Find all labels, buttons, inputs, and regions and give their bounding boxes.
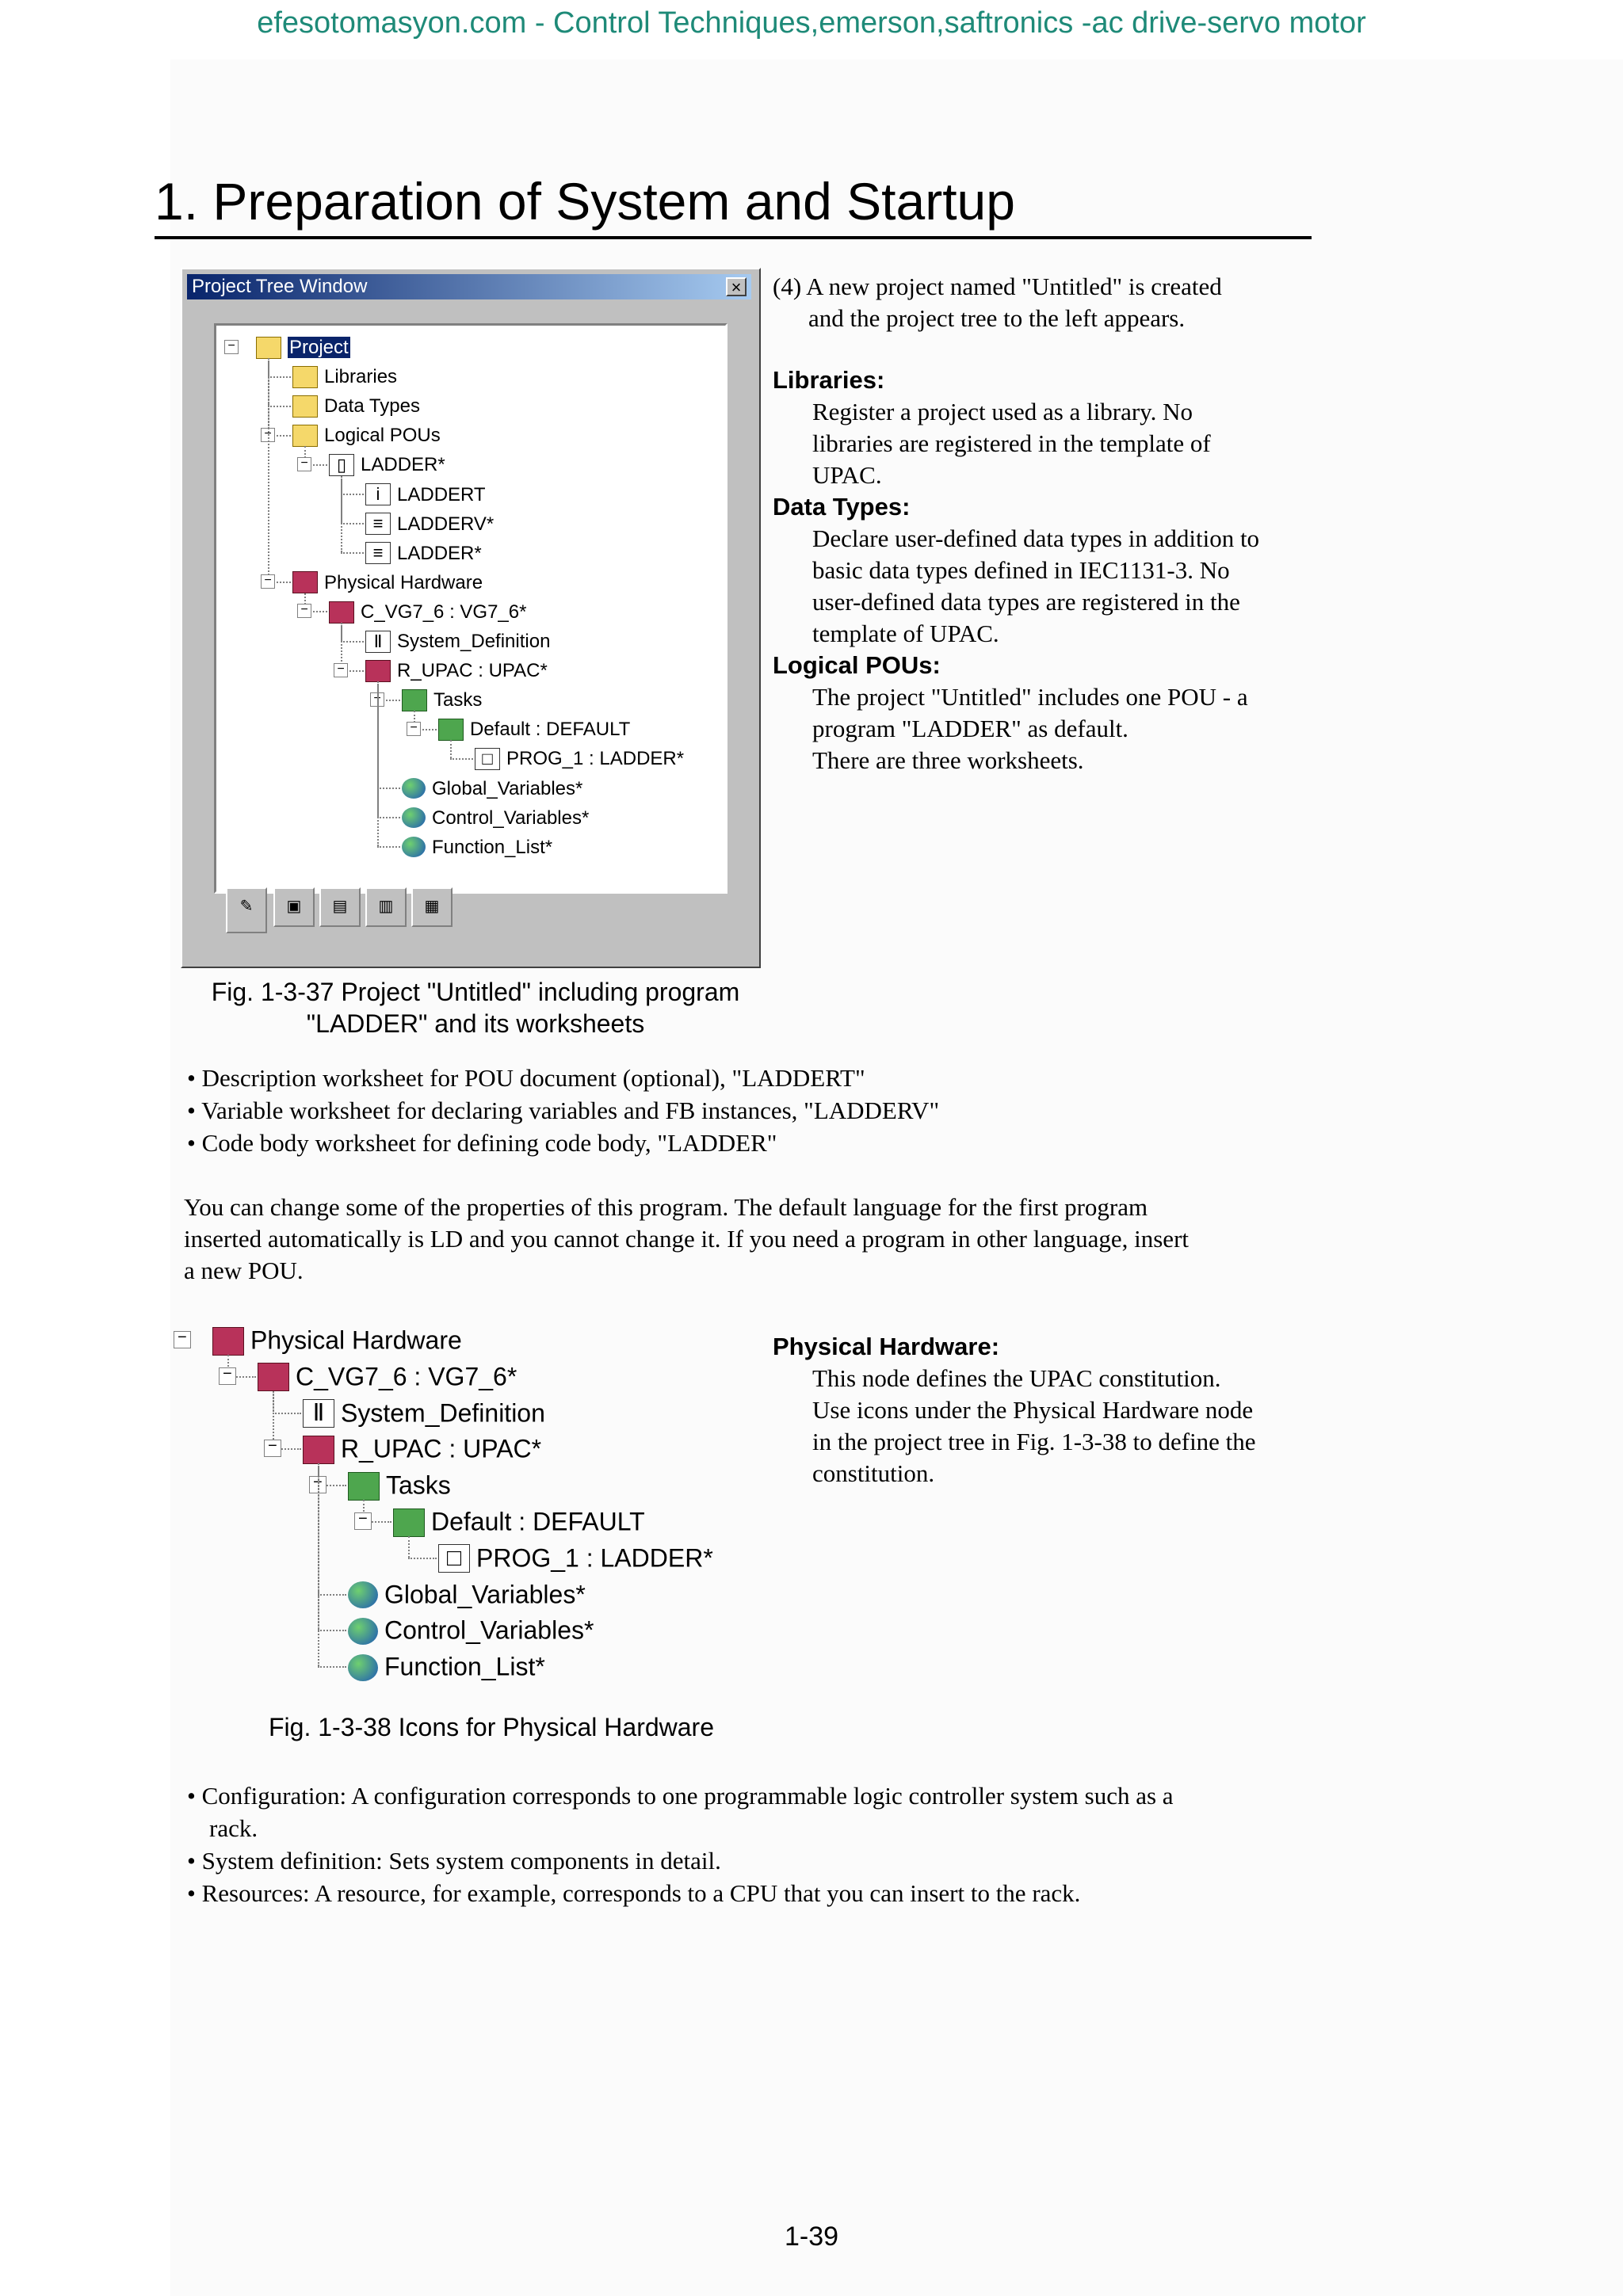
tree-node[interactable] (348, 1576, 586, 1613)
collapse-toggle[interactable]: − (264, 1440, 281, 1457)
tree-connector (268, 376, 291, 378)
tree-node-label: LADDERV* (397, 513, 495, 535)
section-heading: Data Types: (773, 493, 911, 521)
tree-node[interactable] (402, 803, 589, 833)
tree-connector (341, 641, 364, 643)
tree-node-label: R_UPAC : UPAC* (397, 660, 548, 682)
tab-hardware-tree[interactable] (365, 887, 407, 927)
tree-connector (318, 1666, 346, 1668)
hardware-folder-icon (292, 571, 318, 593)
section-line: This node defines the UPAC constitution. (812, 1364, 1221, 1392)
hardware-bullets (187, 1779, 1344, 1909)
tree-node-label: System_Definition (341, 1398, 545, 1428)
tree-node-label: Tasks (433, 689, 483, 711)
tree-node-label: Data Types (324, 395, 420, 418)
tree-node[interactable] (365, 509, 494, 539)
global-variables-icon (348, 1581, 378, 1608)
section-heading: Libraries: (773, 366, 885, 394)
worksheet-bullets (187, 1062, 1336, 1159)
tree-node-label: Global_Variables* (384, 1580, 586, 1609)
tree-node-label: C_VG7_6 : VG7_6* (361, 601, 527, 623)
section-data-types (773, 491, 1327, 650)
paragraph-line: a new POU. (184, 1257, 304, 1284)
tree-connector (450, 740, 452, 758)
bullet-item (187, 1127, 1336, 1159)
tree-node-label: Logical POUs (324, 425, 441, 447)
bullet-glyph: • (187, 1064, 196, 1092)
bullet-text: System definition: Sets system components in detail. (201, 1847, 721, 1875)
project-tree-window (181, 268, 761, 968)
tree-node[interactable] (402, 773, 582, 803)
paragraph-line: You can change some of the properties of this program. The default language for the first program (184, 1193, 1148, 1221)
tree-node[interactable] (303, 1430, 541, 1467)
tree-node[interactable] (348, 1611, 594, 1649)
collapse-toggle[interactable]: − (219, 1367, 236, 1385)
tree-node[interactable] (256, 332, 350, 362)
tree-node[interactable] (329, 449, 445, 479)
tree-node[interactable] (365, 626, 550, 656)
sections-block (773, 364, 1327, 776)
tree-node[interactable] (365, 479, 486, 509)
tree-node[interactable] (292, 361, 397, 391)
section-line: constitution. (812, 1459, 935, 1487)
bullet-item (187, 1877, 1344, 1909)
global-variables-icon (402, 778, 426, 799)
open-folder-icon (256, 337, 281, 359)
tree-node[interactable] (365, 538, 482, 568)
tree-connector (450, 758, 473, 760)
bullet-item (187, 1062, 1336, 1094)
tree-node-label: Function_List* (432, 836, 553, 858)
program-instance-icon: □ (438, 1544, 470, 1573)
tab-instance-tree[interactable] (273, 887, 315, 927)
variable-worksheet-icon: ≡ (365, 513, 391, 535)
collapse-toggle[interactable]: − (354, 1512, 372, 1530)
collapse-toggle[interactable]: − (334, 663, 348, 677)
tree-node-label: PROG_1 : LADDER* (506, 748, 685, 770)
tree-node-label: Tasks (386, 1470, 451, 1500)
tree-node[interactable] (365, 655, 548, 685)
hardware-tree-figure (166, 1322, 769, 1702)
bullet-item (187, 1779, 1344, 1812)
bullet-item (187, 1844, 1344, 1877)
intro-text (773, 271, 1327, 334)
tree-node[interactable] (303, 1394, 545, 1432)
tree-connector (341, 494, 364, 495)
section-libraries (773, 364, 1327, 491)
tree-node-label: C_VG7_6 : VG7_6* (296, 1362, 517, 1391)
task-icon (438, 719, 464, 741)
section-logical-pous (773, 650, 1327, 776)
tree-connector (377, 846, 400, 848)
section-line: in the project tree in Fig. 1-3-38 to define the (812, 1428, 1256, 1455)
collapse-toggle[interactable]: − (261, 574, 275, 589)
tree-node-label: Control_Variables* (384, 1616, 594, 1646)
section-line: Declare user-defined data types in addition to (812, 524, 1260, 552)
section-heading: Logical POUs: (773, 651, 941, 679)
tree-connector (268, 406, 291, 407)
tree-node[interactable] (292, 420, 441, 450)
tree-node-label: System_Definition (397, 631, 551, 653)
tree-node[interactable] (292, 567, 483, 597)
section-line: user-defined data types are registered in the (812, 588, 1240, 616)
tree-node-label: Physical Hardware (324, 571, 483, 593)
tree-connector (408, 1536, 410, 1558)
folder-icon (292, 395, 318, 418)
collapse-toggle[interactable]: − (297, 457, 311, 471)
tab-library-tree[interactable] (319, 887, 361, 927)
fig37-caption-line: Fig. 1-3-37 Project "Untitled" including program (211, 978, 740, 1006)
section-line: libraries are registered in the template of (812, 429, 1211, 457)
code-body-worksheet-icon: ≡ (365, 542, 391, 564)
tree-connector (341, 476, 342, 553)
tree-node-label: LADDER* (397, 542, 482, 564)
bullet-glyph: • (187, 1097, 196, 1124)
resource-icon (303, 1436, 334, 1464)
instance-tab-icon: ▣ (286, 898, 302, 915)
control-variables-icon (402, 807, 426, 828)
tree-node-label: LADDER* (361, 454, 445, 476)
tree-connector (268, 358, 269, 582)
task-icon (393, 1508, 425, 1537)
project-tree-tab-icon: ✎ (239, 898, 254, 915)
section-line: Use icons under the Physical Hardware node (812, 1396, 1254, 1424)
collapse-toggle[interactable]: − (261, 428, 275, 442)
bullet-item (187, 1094, 1336, 1127)
hardware-folder-icon (212, 1327, 244, 1356)
bullet-glyph: • (187, 1847, 196, 1875)
tree-node[interactable] (438, 714, 630, 744)
section-line: basic data types defined in IEC1131-3. No (812, 556, 1230, 584)
section-line: Register a project used as a library. No (812, 398, 1193, 425)
hardware-tab-icon: ▥ (378, 898, 394, 915)
section-line: program "LADDER" as default. (812, 715, 1128, 742)
tree-node[interactable] (348, 1466, 451, 1504)
folder-icon (292, 366, 318, 388)
collapse-toggle[interactable]: − (407, 722, 421, 736)
bullet-glyph: • (187, 1782, 196, 1810)
tab-io-tree[interactable] (411, 887, 453, 927)
collapse-toggle[interactable]: − (174, 1331, 191, 1348)
page-title: 1. Preparation of System and Startup (155, 166, 1312, 239)
tree-node-label: Libraries (324, 366, 398, 388)
tree-node[interactable] (292, 391, 420, 421)
tree-connector (318, 1594, 346, 1596)
section-line: There are three worksheets. (812, 746, 1084, 774)
tree-connector (318, 1463, 319, 1666)
close-button[interactable]: × (726, 277, 747, 296)
tree-node[interactable] (438, 1539, 713, 1577)
library-tab-icon: ▤ (332, 898, 348, 915)
fig38-caption: Fig. 1-3-38 Icons for Physical Hardware (269, 1713, 714, 1741)
bullet-glyph: • (187, 1879, 196, 1907)
tree-node[interactable] (348, 1648, 545, 1685)
description-worksheet-icon: i (365, 483, 391, 505)
control-variables-icon (348, 1618, 378, 1645)
tree-connector (273, 1413, 301, 1414)
tree-node[interactable] (212, 1322, 462, 1359)
tree-node[interactable] (402, 832, 552, 862)
function-list-icon (348, 1654, 378, 1681)
tree-connector (408, 1558, 437, 1559)
io-tab-icon: ▦ (424, 898, 440, 915)
section-line: UPAC. (812, 461, 882, 489)
tree-node[interactable] (475, 743, 684, 773)
tree-node-label: PROG_1 : LADDER* (476, 1543, 713, 1573)
section-heading: Physical Hardware: (773, 1333, 1000, 1360)
configuration-icon (258, 1363, 289, 1391)
paragraph-line: inserted automatically is LD and you cannot change it. If you need a program in other language, insert (184, 1225, 1190, 1253)
tree-node-label: LADDERT (397, 483, 486, 505)
pou-program-icon: ▯ (329, 454, 354, 476)
tab-project-tree[interactable] (226, 887, 267, 933)
collapse-toggle[interactable]: − (297, 604, 311, 618)
bullet-glyph: • (187, 1129, 196, 1157)
configuration-icon (329, 601, 354, 624)
tree-node-label: Physical Hardware (250, 1325, 462, 1355)
bullet-text: Code body worksheet for defining code body, "LADDER" (201, 1129, 777, 1157)
intro-line: (4) A new project named "Untitled" is created (773, 273, 1222, 300)
tree-connector (377, 681, 379, 846)
tree-node[interactable] (393, 1503, 645, 1540)
tree-node-label: R_UPAC : UPAC* (341, 1435, 542, 1464)
bullet-continuation: rack. (209, 1814, 258, 1842)
system-definition-icon: Ⅱ (365, 631, 391, 653)
header-link[interactable]: efesotomasyon.com - Control Techniques,emerson,saftronics -ac drive-servo motor (257, 6, 1366, 40)
fig37-caption-line: "LADDER" and its worksheets (306, 1009, 645, 1038)
tree-pane[interactable] (214, 323, 727, 894)
change-paragraph (184, 1192, 1341, 1287)
tree-node-label: Control_Variables* (432, 807, 590, 829)
section-line: template of UPAC. (812, 620, 999, 647)
fig37-caption (174, 976, 777, 1039)
tree-connector (377, 817, 400, 818)
section-line: The project "Untitled" includes one POU - a (812, 683, 1248, 711)
function-list-icon (402, 837, 426, 857)
window-title: Project Tree Window (192, 276, 368, 297)
program-instance-icon: □ (475, 748, 500, 770)
tree-connector (377, 788, 400, 789)
tree-node[interactable] (258, 1358, 517, 1395)
bullet-text: Variable worksheet for declaring variables and FB instances, "LADDERV" (201, 1097, 940, 1124)
tree-node-label: Global_Variables* (432, 777, 583, 799)
tasks-folder-icon (348, 1472, 380, 1501)
open-folder-icon (292, 425, 318, 447)
tree-connector (341, 552, 364, 554)
collapse-toggle[interactable]: − (309, 1476, 327, 1493)
bullet-text: Resources: A resource, for example, corresponds to a CPU that you can insert to the rack. (201, 1879, 1081, 1907)
collapse-toggle[interactable]: − (370, 692, 384, 707)
tasks-folder-icon (402, 689, 427, 711)
bullet-text: Configuration: A configuration corresponds to one programmable logic controller system such as a (201, 1782, 1174, 1810)
tree-connector (341, 523, 364, 524)
resource-icon (365, 660, 391, 682)
collapse-toggle[interactable]: − (224, 340, 239, 354)
tree-node-label: Function_List* (384, 1652, 545, 1681)
bullet-text: Description worksheet for POU document (optional), "LADDERT" (201, 1064, 865, 1092)
tree-node-label: Default : DEFAULT (431, 1507, 645, 1536)
tree-node[interactable] (329, 597, 526, 627)
page-number: 1-39 (784, 2222, 839, 2252)
tree-connector (318, 1630, 346, 1631)
section-physical-hardware (773, 1331, 1343, 1489)
tree-node-label: Project (289, 337, 349, 359)
system-definition-icon: Ⅱ (303, 1399, 334, 1428)
tree-node-label: Default : DEFAULT (470, 719, 631, 741)
window-titlebar (187, 274, 751, 299)
intro-line: and the project tree to the left appears. (808, 304, 1186, 332)
